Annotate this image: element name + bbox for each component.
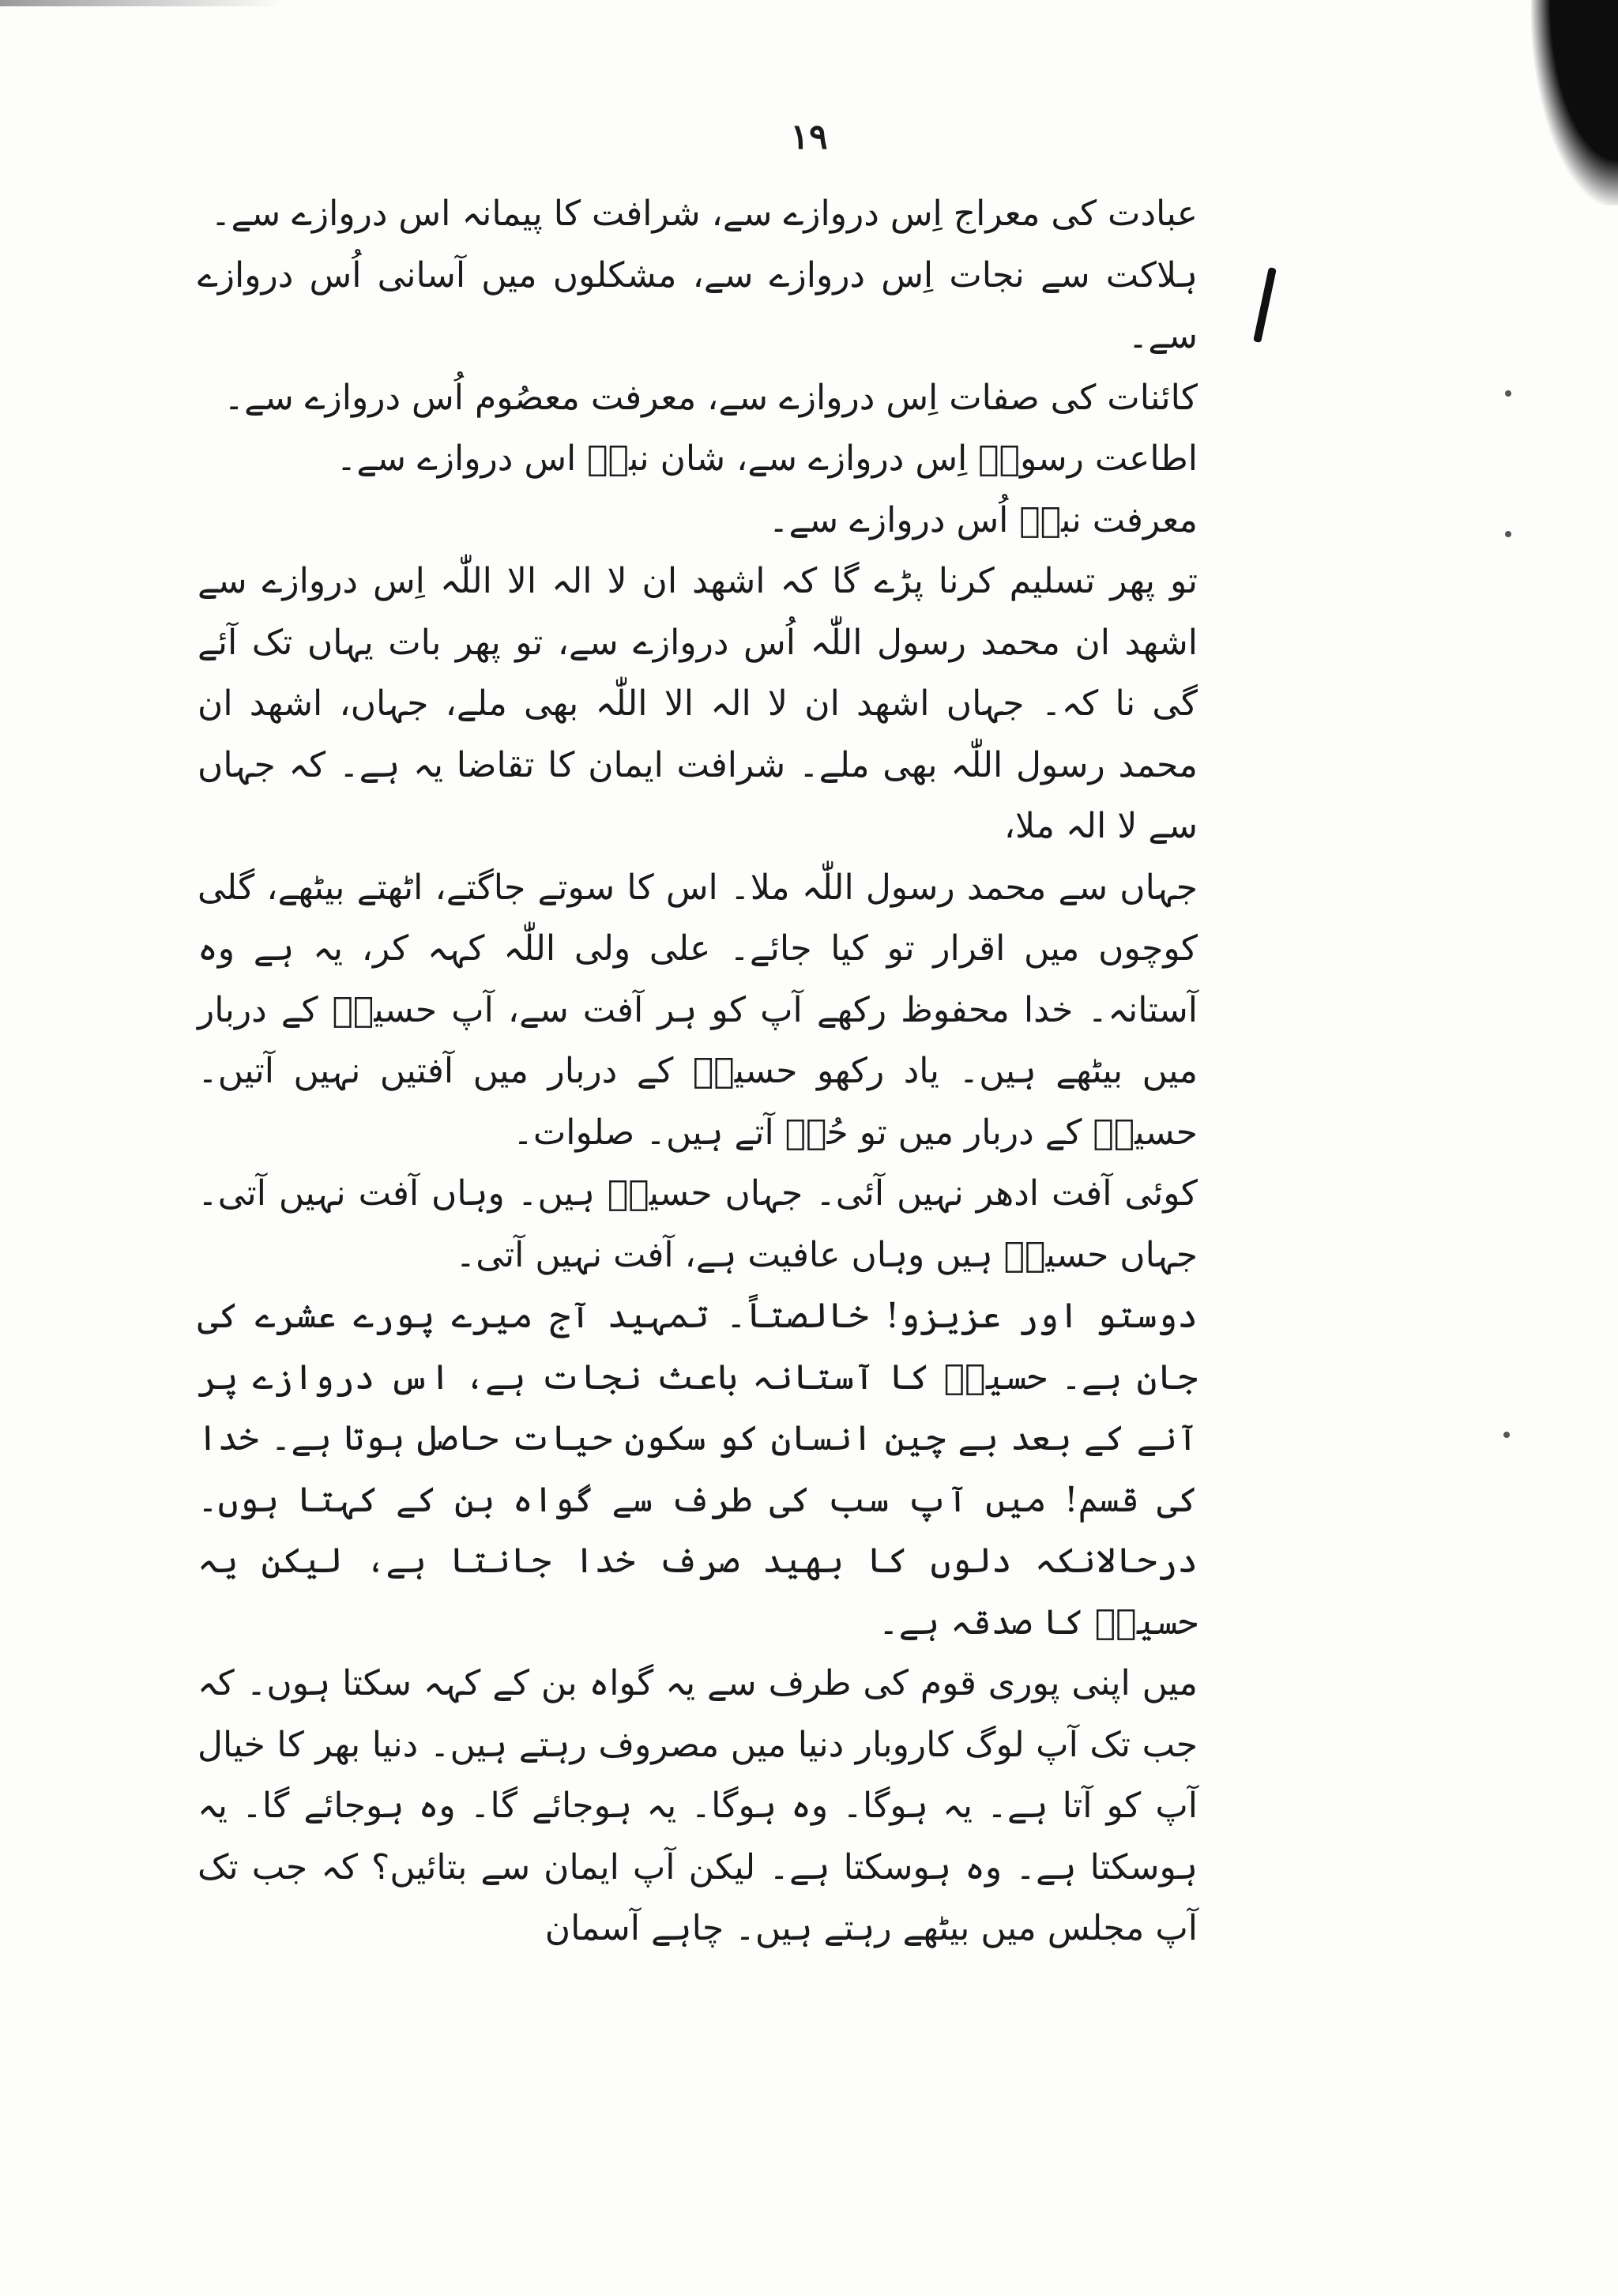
paragraph: میں اپنی پوری قوم کی طرف سے یہ گواہ بن کے کہہ سکتا ہوں۔ کہ جب تک آپ لوگ کاروبار دنیا میں مصروف رہتے ہیں۔ دنیا بھر کا خیال آپ کو آتا ہے۔ یہ ہوگا۔ وہ ہوگا۔ یہ ہوجائے گا۔ وہ ہوجائے گا۔ یہ ہوسکتا ہے۔ وہ ہوسکتا ہے۔ لیکن آپ ایمان سے بتائیں؟ کہ جب تک آپ مجلس میں بیٹھے رہتے ہیں۔ چاہے آسمان <box>198 1663 1198 1948</box>
body-text <box>198 183 1232 1959</box>
verse-line: ہلاکت سے نجات اِس دروازے سے، مشکلوں میں آسانی اُس دروازے سے۔ <box>198 254 1198 356</box>
margin-dot <box>1505 390 1511 397</box>
margin-dot <box>1503 1432 1510 1438</box>
verse-line: اطاعت رسولؐ اِس دروازے سے، شان نبیؐ اس دروازے سے۔ <box>336 438 1198 479</box>
paragraph: کوئی آفت ادھر نہیں آئی۔ جہاں حسینؑ ہیں۔ وہاں آفت نہیں آتی۔ جہاں حسینؑ ہیں وہاں عافیت ہے، آفت نہیں آتی۔ <box>198 1173 1198 1275</box>
page-number: ۱۹ <box>790 117 828 157</box>
paragraph: جہاں سے محمد رسول اللّٰہ ملا۔ اس کا سوتے جاگتے، اٹھتے بیٹھے، گلی کوچوں میں اقرار تو کیا جائے۔ علی ولی اللّٰہ کہہ کر، یہ ہے وہ آستانہ۔ خدا محفوظ رکھے آپ کو ہر آفت سے، آپ حسینؑ کے دربار میں بیٹھے ہیں۔ یاد رکھو حسینؑ کے دربار میں آفتیں نہیں آتیں۔ حسینؑ کے دربار میں تو حُرؑ آتے ہیں۔ صلوات۔ <box>198 867 1198 1153</box>
scan-edge <box>0 0 284 6</box>
scan-shadow <box>1531 0 1618 205</box>
paragraph: دوستو اور عزیزو! خالصتاً۔ تمہید آج میرے پورے عشرے کی جان ہے۔ حسینؑ کا آستانہ باعث نجات ہے، اس دروازے پر آنے کے بعد بے چین انسان کو سکون حیات حاصل ہوتا ہے۔ خدا کی قسم! میں آپ سب کی طرف سے گواہ بن کے کہتا ہوں۔ درحالانکہ دلوں کا بھید صرف خدا جانتا ہے، لیکن یہ حسینؑ کا صدقہ ہے۔ <box>198 1296 1198 1643</box>
margin-dot <box>1505 531 1511 537</box>
margin-mark <box>1253 267 1277 343</box>
verse-line: کائنات کی صفات اِس دروازے سے، معرفت معصُوم اُس دروازے سے۔ <box>224 377 1198 418</box>
paragraph: تو پھر تسلیم کرنا پڑے گا کہ اشھد ان لا الہ الا اللّٰہ اِس دروازے سے اشھد ان محمد رسول اللّٰہ اُس دروازے سے، تو پھر بات یہاں تک آئے گی نا کہ۔ جہاں اشھد ان لا الہ الا اللّٰہ بھی ملے، جہاں، اشھد ان محمد رسول اللّٰہ بھی ملے۔ شرافت ایمان کا تقاضا یہ ہے۔ کہ جہاں سے لا الہ ملا، <box>198 561 1198 846</box>
verse-line: معرفت نبیؐ اُس دروازے سے۔ <box>768 499 1198 540</box>
verse-line: عبادت کی معراج اِس دروازے سے، شرافت کا پیمانہ اس دروازے سے۔ <box>210 194 1198 234</box>
